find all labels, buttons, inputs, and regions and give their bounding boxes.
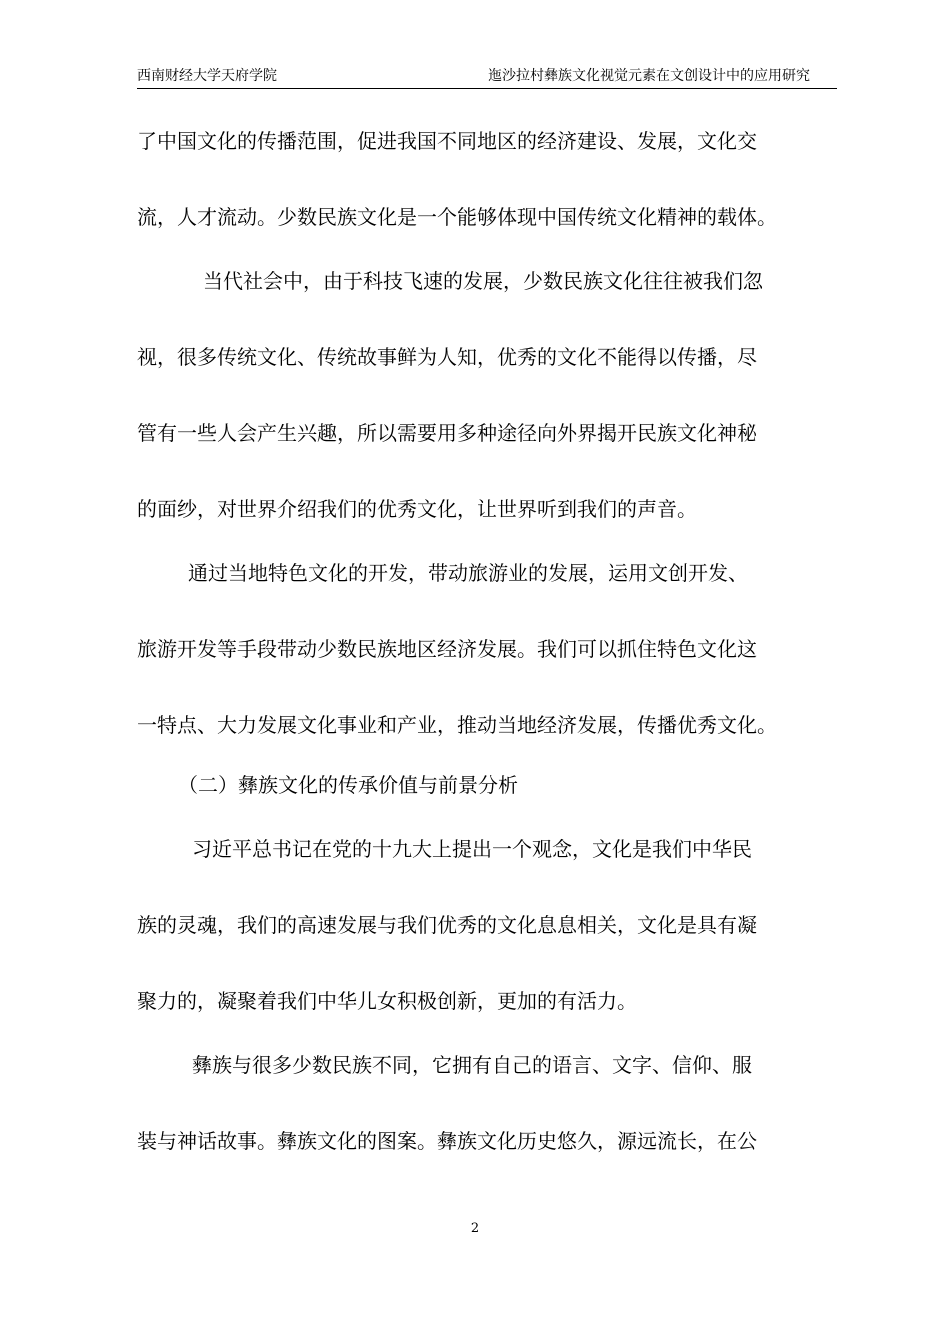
body-line: 装与神话故事。彝族文化的图案。彝族文化历史悠久，源远流长，在公	[137, 1129, 757, 1153]
body-line: 管有一些人会产生兴趣，所以需要用多种途径向外界揭开民族文化神秘	[137, 421, 757, 445]
body-line: 流，人才流动。少数民族文化是一个能够体现中国传统文化精神的载体。	[137, 205, 777, 229]
section-heading: （二）彝族文化的传承价值与前景分析	[178, 773, 518, 797]
body-line: 视，很多传统文化、传统故事鲜为人知，优秀的文化不能得以传播，尽	[137, 345, 757, 369]
body-line: 通过当地特色文化的开发，带动旅游业的发展，运用文创开发、	[188, 561, 748, 585]
body-line: 习近平总书记在党的十九大上提出一个观念，文化是我们中华民	[192, 837, 752, 861]
body-line: 当代社会中，由于科技飞速的发展，少数民族文化往往被我们忽	[203, 269, 763, 293]
body-line: 旅游开发等手段带动少数民族地区经济发展。我们可以抓住特色文化这	[137, 637, 757, 661]
header-institution: 西南财经大学天府学院	[137, 68, 277, 84]
body-line: 族的灵魂，我们的高速发展与我们优秀的文化息息相关，文化是具有凝	[137, 913, 757, 937]
page-number: 2	[470, 1221, 480, 1236]
body-line: 聚力的，凝聚着我们中华儿女积极创新，更加的有活力。	[137, 989, 637, 1013]
page-header	[137, 68, 837, 89]
header-thesis-title: 迤沙拉村彝族文化视觉元素在文创设计中的应用研究	[488, 68, 810, 84]
body-line: 一特点、大力发展文化事业和产业，推动当地经济发展，传播优秀文化。	[137, 713, 777, 737]
body-line: 了中国文化的传播范围，促进我国不同地区的经济建设、发展，文化交	[137, 129, 757, 153]
body-line: 彝族与很多少数民族不同，它拥有自己的语言、文字、信仰、服	[192, 1053, 752, 1077]
body-line: 的面纱，对世界介绍我们的优秀文化，让世界听到我们的声音。	[137, 497, 697, 521]
